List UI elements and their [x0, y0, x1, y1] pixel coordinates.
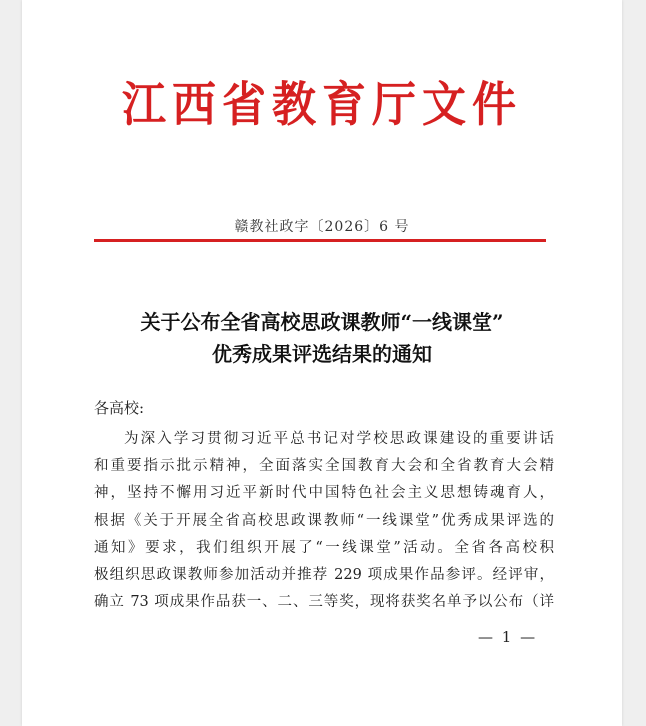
body-line: 为深入学习贯彻习近平总书记对学校思政课建设的重要讲话 — [124, 431, 554, 447]
issuer-header-title: 江西省教育厅文件 — [122, 77, 522, 133]
document-title — [22, 306, 622, 370]
document-title-line-1: 关于公布全省高校思政课教师“一线课堂” — [140, 310, 504, 334]
body-line: 确立 73 项成果作品获一、二、三等奖，现将获奖名单予以公布（详 — [94, 594, 554, 611]
body-text — [94, 426, 554, 616]
salutation: 各高校: — [94, 399, 145, 417]
body-line: 和重要指示批示精神，全面落实全国教育大会和全省教育大会精 — [94, 458, 554, 475]
body-line: 通知》要求，我们组织开展了“一线课堂”活动。全省各高校积 — [94, 539, 554, 556]
page-number: — 1 — — [478, 628, 538, 646]
body-line: 极组织思政课教师参加活动并推荐 229 项成果作品参评。经评审， — [94, 567, 554, 584]
body-line: 神，坚持不懈用习近平新时代中国特色社会主义思想铸魂育人， — [94, 485, 554, 502]
document-title-line-2: 优秀成果评选结果的通知 — [212, 342, 432, 366]
document-page — [22, 0, 622, 726]
body-line: 根据《关于开展全省高校思政课教师“一线课堂”优秀成果评选的 — [94, 512, 554, 529]
document-number: 赣教社政字〔2026〕6 号 — [234, 219, 410, 235]
red-divider-line — [94, 239, 546, 242]
